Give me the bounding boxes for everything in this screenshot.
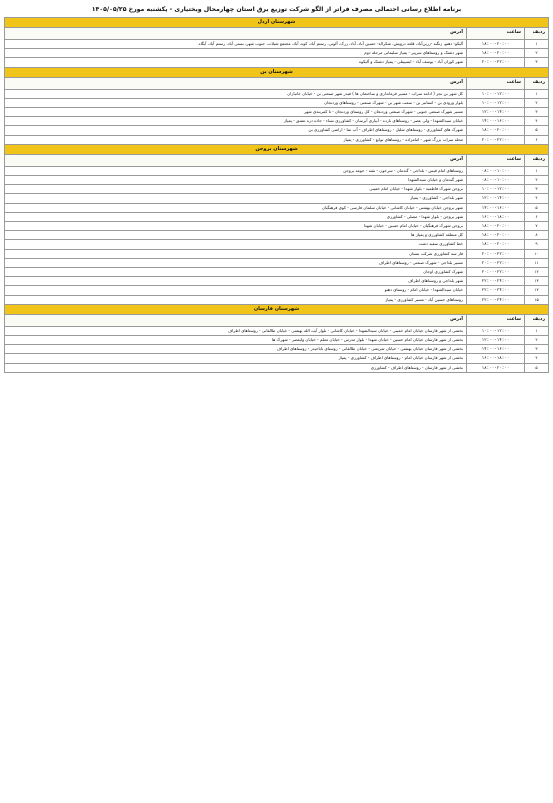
schedule-table-body: [5, 18, 549, 373]
row-index: ۱: [525, 40, 549, 49]
row-time: ۲۲:۰۰-۲۴:۰۰: [467, 277, 525, 286]
document-title: برنامه اطلاع رسانی احتمالی مصرف فراتر از الگو شرکت توزیع برق استان چهارمحال وبختیاری - یکشنبه مورخ ۱۴۰۵/۰۵/۲۵: [91, 6, 462, 13]
row-area: مسیر بلداجی - شهرک صنعتی - روستاهای اطراف: [5, 258, 467, 267]
row-index: ۳: [525, 108, 549, 117]
row-time: ۲۰:۰۰-۲۲:۰۰: [467, 135, 525, 144]
column-header-row: [5, 77, 549, 89]
row-time: ۱۰:۰۰-۱۲:۰۰: [467, 326, 525, 335]
header-index: ردیف: [525, 314, 549, 326]
row-area: کل شهر بن بجز ( ادامه سراب - مسیر فرمانداری و ساختمان ها ) فیدر شهر صنعتی بن - خیابان جانبازان: [5, 89, 467, 98]
table-row: [5, 176, 549, 185]
row-index: ۵: [525, 126, 549, 135]
header-area: آدرس: [5, 314, 467, 326]
row-area: شهر دشتک و روستاهای سرپیر - پمپاژ سلیمانی مرحله دوم: [5, 49, 467, 58]
row-time: ۱۸:۰۰-۲۰:۰۰: [467, 231, 525, 240]
section-header-row: [5, 18, 549, 28]
row-index: ۲: [525, 176, 549, 185]
table-row: [5, 222, 549, 231]
table-row: [5, 166, 549, 175]
table-row: [5, 108, 549, 117]
header-area: آدرس: [5, 28, 467, 40]
table-row: [5, 203, 549, 212]
table-row: [5, 277, 549, 286]
row-index: ۳: [525, 58, 549, 67]
row-area: روستاهای امام قیس - بلداجی - گندمان - سرخون - نقنه - حومه بروجن: [5, 166, 467, 175]
row-index: ۱۴: [525, 286, 549, 295]
row-time: ۱۲:۰۰-۱۴:۰۰: [467, 336, 525, 345]
row-time: ۱۸:۰۰-۲۰:۰۰: [467, 240, 525, 249]
row-index: ۵: [525, 363, 549, 372]
row-area: شهر گندمان و خیابان سیدالشهدا: [5, 176, 467, 185]
section-name: شهرستان اردل: [5, 18, 549, 28]
table-row: [5, 363, 549, 372]
row-index: ۶: [525, 135, 549, 144]
row-index: ۱۵: [525, 295, 549, 304]
row-index: ۶: [525, 212, 549, 221]
row-area: بخشی از شهر فارسان خیابان بهشتی - خیابان شریعتی - خیابان طالقانی - روستای باباحیدر - روستاهای اطراف: [5, 345, 467, 354]
section-header-row: [5, 67, 549, 77]
section-name: شهرستان بن: [5, 67, 549, 77]
row-area: بروجن شهرک فاطمیه - بلوار شهدا - خیابان امام خمینی: [5, 185, 467, 194]
row-index: ۴: [525, 117, 549, 126]
row-area: فاز سه کشاورزی شرکت بستان: [5, 249, 467, 258]
column-header-row: [5, 314, 549, 326]
header-area: آدرس: [5, 154, 467, 166]
table-row: [5, 258, 549, 267]
row-index: ۹: [525, 240, 549, 249]
row-index: ۱: [525, 166, 549, 175]
outage-schedule-document: [4, 3, 549, 373]
section-name: شهرستان بروجن: [5, 144, 549, 154]
row-area: بخشی از شهر فارسان - روستاهای اطراف - کشاورزی: [5, 363, 467, 372]
table-row: [5, 40, 549, 49]
table-row: [5, 194, 549, 203]
header-index: ردیف: [525, 77, 549, 89]
table-row: [5, 89, 549, 98]
header-time: ساعت: [467, 154, 525, 166]
header-index: ردیف: [525, 28, 549, 40]
row-area: خیابان سیدالشهدا - ولی عصر - روستاهای بارده - آبیاری آبرسان - کشاورزی نساء - جاده دره عشق - پمپاژ: [5, 117, 467, 126]
row-index: ۲: [525, 49, 549, 58]
row-area: بلوار ورودی بن - استانبر بن - سمت شهر بن - شهرک صنعتی - روستاهای وردنجان: [5, 98, 467, 107]
section-name: شهرستان فارسان: [5, 304, 549, 314]
table-row: [5, 240, 549, 249]
row-time: ۱۴:۰۰-۱۶:۰۰: [467, 117, 525, 126]
table-row: [5, 98, 549, 107]
row-area: روستاهای حسین آباد - مسیر کشاورزی - پمپاژ: [5, 295, 467, 304]
row-area: خط کشاورزی سفید دشت: [5, 240, 467, 249]
row-time: ۱۰:۰۰-۱۲:۰۰: [467, 89, 525, 98]
row-area: بروجن شهرک فرهنگیان - خیابان امام حسین - خیابان شهدا: [5, 222, 467, 231]
table-row: [5, 295, 549, 304]
row-index: ۴: [525, 354, 549, 363]
table-row: [5, 249, 549, 258]
row-area: شهر بروجن خیابان بهشتی - خیابان کاشانی - خیابان سلمان فارسی - کوی فرهنگیان: [5, 203, 467, 212]
row-time: ۲۰:۰۰-۲۲:۰۰: [467, 249, 525, 258]
row-area: بخشی از شهر فارسان خیابان امام خمینی - خیابان سیدالشهدا - خیابان کاشانی - بلوار آیت الله بهشتی - خیابان طالقانی - روستاهای اطراف: [5, 326, 467, 335]
table-row: [5, 135, 549, 144]
row-time: ۱۰:۰۰-۱۲:۰۰: [467, 98, 525, 107]
row-time: ۲۰:۰۰-۲۲:۰۰: [467, 268, 525, 277]
row-time: ۲۲:۰۰-۲۴:۰۰: [467, 295, 525, 304]
row-area: محله سراب بزرگ شهر - امامزاده - روستاهای توابع - کشاورزی - پمپاژ: [5, 135, 467, 144]
row-area: بخشی از شهر فارسان خیابان امام - روستاهای اطراف - کشاورزی - پمپاژ: [5, 354, 467, 363]
row-index: ۷: [525, 222, 549, 231]
row-index: ۲: [525, 98, 549, 107]
row-area: شهر بروجن - بلوار شهدا - مصلی - کشاورزی: [5, 212, 467, 221]
row-area: بخشی از شهر فارسان خیابان امام حسین - خیابان شهدا - بلوار مدرس - خیابان معلم - خیابان ولیعصر - شهرک ها: [5, 336, 467, 345]
table-row: [5, 268, 549, 277]
row-area: آلیکو- دهنو، زنگنه -زرین‌آباد، قلعه درویش، شکراله- حسین آباد، آباد، زرک، آلونی، رستم آباد، کوه، آباد، مجتمع شیلات، جنوب شهر، بستی آباد، رستم آباد، آبگاه: [5, 40, 467, 49]
row-time: ۱۸:۰۰-۲۰:۰۰: [467, 40, 525, 49]
table-row: [5, 231, 549, 240]
section-header-row: [5, 304, 549, 314]
row-index: ۱۱: [525, 258, 549, 267]
row-index: ۱۰: [525, 249, 549, 258]
table-row: [5, 117, 549, 126]
row-time: ۲۰:۰۰-۲۲:۰۰: [467, 58, 525, 67]
row-time: ۱۲:۰۰-۱۴:۰۰: [467, 194, 525, 203]
row-area: کل منطقه کشاورزی و پمپاژ ها: [5, 231, 467, 240]
row-area: شهر کوران آباد - یوسف آباد - ایسپیتلی - پمپاژ دشتک و آلیکوه: [5, 58, 467, 67]
schedule-table: [4, 17, 549, 373]
header-index: ردیف: [525, 154, 549, 166]
row-index: ۱۲: [525, 268, 549, 277]
row-time: ۱۸:۰۰-۲۰:۰۰: [467, 49, 525, 58]
row-index: ۱: [525, 326, 549, 335]
row-time: ۱۸:۰۰-۲۰:۰۰: [467, 363, 525, 372]
row-time: ۱۸:۰۰-۲۰:۰۰: [467, 126, 525, 135]
header-area: آدرس: [5, 77, 467, 89]
row-area: مسیر شهرک صنعتی جنوبی - شهرک صنعتی وردنجان - کل روستای وردنجان - تا کمربندی شهر: [5, 108, 467, 117]
header-time: ساعت: [467, 314, 525, 326]
table-row: [5, 326, 549, 335]
table-row: [5, 49, 549, 58]
table-row: [5, 345, 549, 354]
row-time: ۰۸:۰۰-۱۰:۰۰: [467, 176, 525, 185]
header-time: ساعت: [467, 28, 525, 40]
column-header-row: [5, 154, 549, 166]
table-row: [5, 336, 549, 345]
table-row: [5, 126, 549, 135]
row-area: شهرک های کشاورزی - روستاهای شلیل - روستاهای اطراف - آب نما - اراضی کشاورزی بن: [5, 126, 467, 135]
table-row: [5, 286, 549, 295]
row-time: ۱۲:۰۰-۱۴:۰۰: [467, 108, 525, 117]
row-index: ۱۳: [525, 277, 549, 286]
row-index: ۸: [525, 231, 549, 240]
section-header-row: [5, 144, 549, 154]
row-area: شهر بلداجی و روستاهای اطراف: [5, 277, 467, 286]
row-index: ۵: [525, 203, 549, 212]
table-row: [5, 212, 549, 221]
row-index: ۳: [525, 345, 549, 354]
row-index: ۳: [525, 185, 549, 194]
row-time: ۲۰:۰۰-۲۲:۰۰: [467, 258, 525, 267]
row-index: ۴: [525, 194, 549, 203]
table-row: [5, 58, 549, 67]
row-time: ۱۰:۰۰-۱۲:۰۰: [467, 185, 525, 194]
row-area: خیابان سیدالشهدا - خیابان امام - روستای دهنو: [5, 286, 467, 295]
row-time: ۰۸:۰۰-۱۰:۰۰: [467, 166, 525, 175]
header-time: ساعت: [467, 77, 525, 89]
table-row: [5, 185, 549, 194]
row-time: ۱۸:۰۰-۲۰:۰۰: [467, 222, 525, 231]
table-row: [5, 354, 549, 363]
row-area: شهرک کشاورزی اوجان: [5, 268, 467, 277]
row-area: شهر بلداجی - کشاورزی - پمپاژ: [5, 194, 467, 203]
row-time: ۱۶:۰۰-۱۸:۰۰: [467, 354, 525, 363]
column-header-row: [5, 28, 549, 40]
row-time: ۱۶:۰۰-۱۸:۰۰: [467, 212, 525, 221]
row-time: ۲۲:۰۰-۲۴:۰۰: [467, 286, 525, 295]
row-index: ۱: [525, 89, 549, 98]
row-time: ۱۴:۰۰-۱۶:۰۰: [467, 345, 525, 354]
row-time: ۱۴:۰۰-۱۶:۰۰: [467, 203, 525, 212]
row-index: ۲: [525, 336, 549, 345]
